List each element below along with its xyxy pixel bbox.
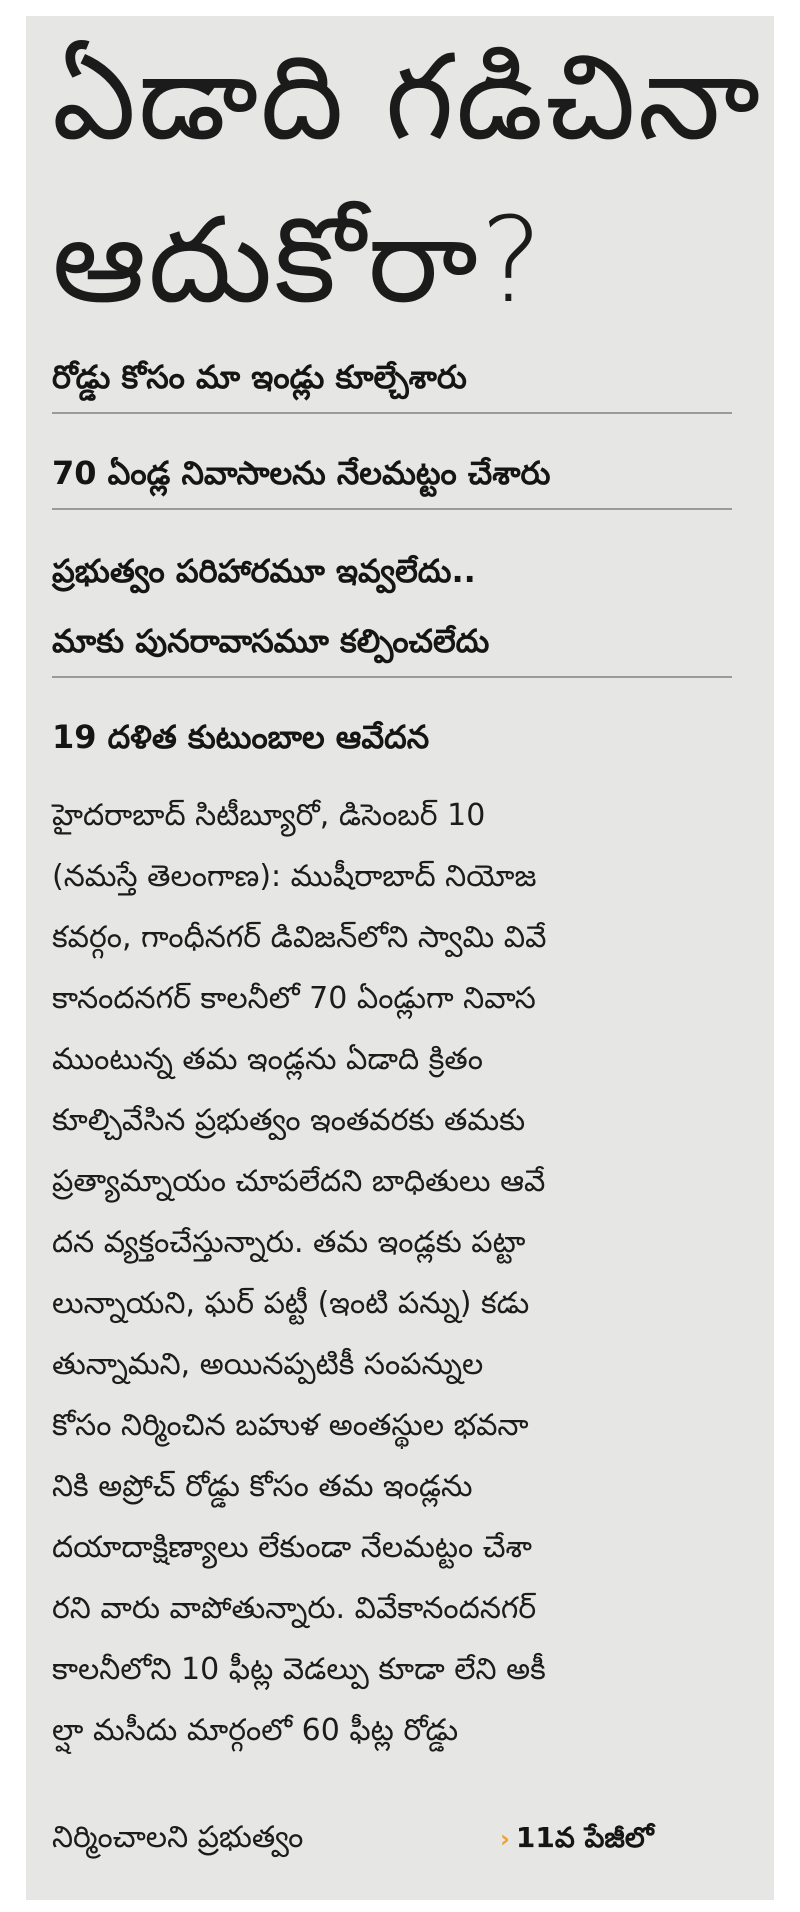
continuation-marker [500,1814,654,1863]
subhead-5: 19 దళిత కుటుంబాల ఆవేదన [52,718,430,756]
body-line: ప్రత్యామ్నాయం చూపలేదని బాధితులు ఆవే [52,1164,546,1199]
headline-line-2: ఆదుకోరా? [52,191,545,329]
body-line: తున్నామని, అయినప్పటికీ సంపన్నుల [52,1347,484,1382]
headline-line-1: ఏడాది గడిచినా [52,28,763,166]
body-line: నికి అప్రోచ్ రోడ్డు కోసం తమ ఇండ్లను [52,1469,473,1504]
body-line: ముంటున్న తమ ఇండ్లను ఏడాది క్రితం [52,1042,483,1077]
body-line: కానందనగర్ కాలనీలో 70 ఏండ్లుగా నివాస [52,981,536,1016]
continuation-label: 11వ పేజీలో [515,1821,654,1854]
body-line: కోసం నిర్మించిన బహుళ అంతస్థుల భవనా [52,1408,529,1443]
body-line: రని వారు వాపోతున్నారు. వివేకానందనగర్ [52,1591,537,1626]
body-line: హైదరాబాద్ సిటీబ్యూరో, డిసెంబర్ 10 [52,798,486,833]
body-line: ల్షా మసీదు మార్గంలో 60 ఫీట్ల రోడ్డు [52,1713,459,1748]
body-line: దన వ్యక్తంచేస్తున్నారు. తమ ఇండ్లకు పట్టా [52,1225,526,1260]
divider [52,412,732,414]
divider [52,676,732,678]
body-line: దయాదాక్షిణ్యాలు లేకుండా నేలమట్టం చేశా [52,1530,533,1565]
body-line: కూల్చివేసిన ప్రభుత్వం ఇంతవరకు తమకు [52,1103,526,1138]
subhead-1: రోడ్డు కోసం మా ఇండ్లు కూల్చేశారు [52,358,467,396]
divider [52,508,732,510]
subhead-2: 70 ఏండ్ల నివాసాలను నేలమట్టం చేశారు [52,454,551,492]
body-line: (నమస్తే తెలంగాణ): ముషీరాబాద్ నియోజ [52,859,537,894]
subhead-4: మాకు పునరావాసమూ కల్పించలేదు [52,622,490,660]
chevron-right-icon: › [500,1825,510,1853]
body-line: కవర్గం, గాంధీనగర్ డివిజన్‌లోని స్వామి వివే [52,920,547,955]
subhead-3: ప్రభుత్వం పరిహారమూ ఇవ్వలేదు.. [52,552,476,590]
body-line: కాలనీలోని 10 ఫీట్ల వెడల్పు కూడా లేని అకీ [52,1652,546,1687]
body-line: లున్నాయని, ఘర్ పట్టీ (ఇంటి పన్ను) కడు [52,1286,530,1321]
body-line: నిర్మించాలని ప్రభుత్వం [52,1820,304,1855]
